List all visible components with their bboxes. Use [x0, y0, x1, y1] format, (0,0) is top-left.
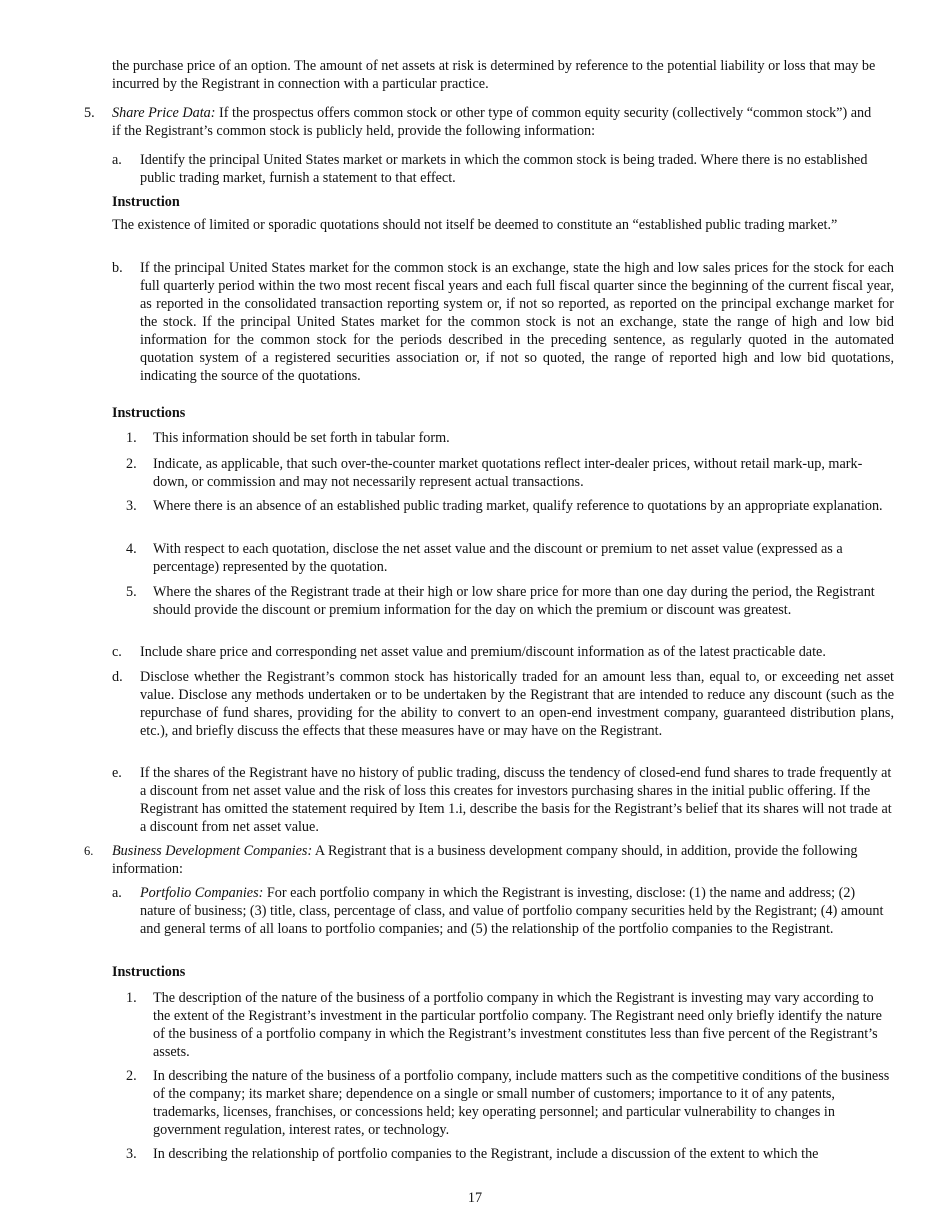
- item-6a-text: For each portfolio company in which the Registrant is investing, disclose: (1) the name and address; (2) nature of business; (3) title, class, percentage of class, and value of portfolio company securities held by the Registrant; (4) amount and general terms of all loans to portfolio companies; and (5) the relationship of the portfolio companies to the Registrant.: [140, 885, 884, 937]
- item-5d-text: Disclose whether the Registrant’s common stock has historically traded for an amount less than, equal to, or exceeding net asset value. Disclose any methods undertaken or to be undertaken by the Registrant that are intended to reduce any discount (such as the repurchase of fund shares, providing for the ability to convert to an open-end investment company, guaranteed distribution plans, etc.), and briefly discuss the effects that these measures have or may have on the Registrant.: [140, 669, 894, 739]
- item-5b-label: b.: [112, 260, 123, 276]
- item-6-instruction-3-number: 3.: [126, 1146, 137, 1162]
- item-5-instruction-5-number: 5.: [126, 584, 137, 600]
- item-5-title: Share Price Data:: [112, 105, 216, 121]
- item-5c-label: c.: [112, 644, 122, 660]
- item-6-instruction-2-number: 2.: [126, 1068, 137, 1084]
- item-5e-text: If the shares of the Registrant have no history of public trading, discuss the tendency of closed-end fund shares to trade frequently at a discount from net asset value and the risk of loss this creates for investors purchasing shares in the initial public offering. If the Registrant has omitted the statement required by Item 1.i, describe the basis for the Registrant’s belief that its shares will not trade at a discount from net asset value.: [140, 765, 892, 835]
- item-5-instruction-4-text: With respect to each quotation, disclose the net asset value and the discount or premium to net asset value (expressed as a percentage) represented by the quotation.: [153, 541, 843, 575]
- intro-paragraph: the purchase price of an option. The amount of net assets at risk is determined by reference to the potential liability or loss that may be incurred by the Registrant in connection with a particular practice.: [112, 58, 876, 92]
- item-5c-text: Include share price and corresponding net asset value and premium/discount information as of the latest practicable date.: [140, 644, 826, 660]
- page-number: 17: [467, 1190, 483, 1206]
- item-6-paragraph: [112, 842, 882, 878]
- item-6a-paragraph: [140, 884, 892, 938]
- item-5-instruction-3-number: 3.: [126, 498, 137, 514]
- item-5-instruction-2-text: Indicate, as applicable, that such over-the-counter market quotations reflect inter-dealer prices, without retail mark-up, mark-down, or commission and may not necessarily represent actual transactions.: [153, 456, 863, 490]
- item-6-instruction-2-text: In describing the nature of the business of a portfolio company, include matters such as the competitive conditions of the business of the company; its market share; dependence on a single or small number of customers; importance to it of any patents, trademarks, licenses, franchises, or concessions held; key operating personnel; and particular vulnerability to changes in government regulation, interest rates, or technology.: [153, 1068, 890, 1138]
- item-6a-label: a.: [112, 885, 122, 901]
- item-6-instruction-3-text: In describing the relationship of portfolio companies to the Registrant, include a discussion of the extent to which the: [153, 1146, 819, 1162]
- item-5-instructions-heading: Instructions: [112, 405, 186, 421]
- item-6-instructions-heading: Instructions: [112, 964, 186, 980]
- item-5-instruction-4-number: 4.: [126, 541, 137, 557]
- item-5-number: 5.: [84, 105, 95, 121]
- item-5-instruction-heading: Instruction: [112, 194, 180, 210]
- item-5-text: If the prospectus offers common stock or other type of common equity security (collectively “common stock”) and if the Registrant’s common stock is publicly held, provide the following information:: [112, 105, 872, 139]
- item-5-instruction-1-text: This information should be set forth in tabular form.: [153, 430, 450, 446]
- item-6-instruction-1-number: 1.: [126, 990, 137, 1006]
- item-5-instruction-5-text: Where the shares of the Registrant trade at their high or low share price for more than one day during the period, the Registrant should provide the discount or premium information for the day on which the premium or discount was greatest.: [153, 584, 875, 618]
- item-6-number: 6.: [84, 844, 94, 858]
- item-6a-title: Portfolio Companies:: [140, 885, 264, 901]
- item-5-instruction-1-number: 1.: [126, 430, 137, 446]
- item-5a-label: a.: [112, 152, 122, 168]
- item-5d-label: d.: [112, 669, 123, 685]
- item-6-title: Business Development Companies:: [112, 843, 313, 859]
- item-5-instruction-2-number: 2.: [126, 456, 137, 472]
- item-5e-label: e.: [112, 765, 122, 781]
- item-5b-text: If the principal United States market for the common stock is an exchange, state the high and low sales prices for the stock for each full quarterly period within the two most recent fiscal years and each full fiscal quarter since the beginning of the current fiscal year, as reported in the consolidated transaction reporting system or, if not so reported, as reported on the principal exchange market for the stock. If the principal United States market for the common stock is not an exchange, state the range of high and low bid information for the common stock for the periods described in the preceding sentence, as regularly quoted in the automated quotation system of a registered securities association or, if not so quoted, the range of reported high and low bid quotations, indicating the source of the quotations.: [140, 260, 894, 384]
- item-5a-text: Identify the principal United States market or markets in which the common stock is being traded. Where there is no established public trading market, furnish a statement to that effect.: [140, 152, 868, 186]
- item-6-text: A Registrant that is a business development company should, in addition, provide the following information:: [112, 843, 858, 877]
- item-5-instruction-3-text: Where there is an absence of an established public trading market, qualify reference to quotations by an appropriate explanation.: [153, 498, 883, 514]
- item-6-instruction-1-text: The description of the nature of the business of a portfolio company in which the Registrant is investing may vary according to the extent of the Registrant’s investment in the particular portfolio company. The Registrant need only briefly identify the nature of the business of a portfolio company in which the Registrant’s investment constitutes less than five percent of the Registrant’s assets.: [153, 990, 882, 1060]
- item-5-instruction-text: The existence of limited or sporadic quotations should not itself be deemed to constitute an “established public trading market.”: [112, 217, 838, 233]
- item-5-paragraph: [112, 104, 882, 140]
